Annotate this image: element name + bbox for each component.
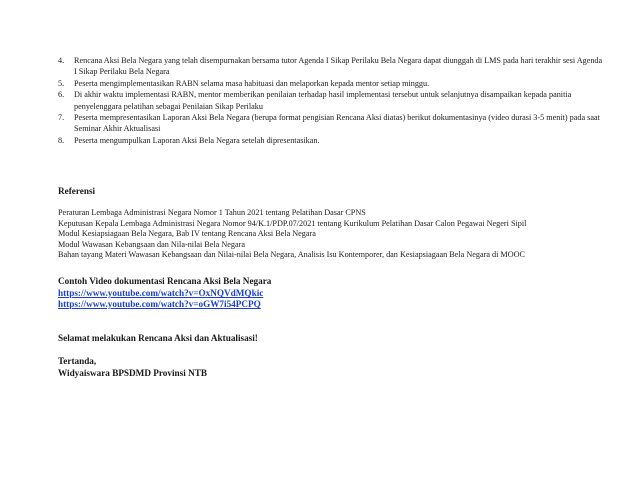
list-item xyxy=(58,78,603,89)
list-item xyxy=(58,135,603,146)
closing-message: Selamat melakukan Rencana Aksi dan Aktualisasi! xyxy=(58,333,258,343)
list-item-text: Rencana Aksi Bela Negara yang telah disempurnakan bersama tutor Agenda I Sikap Perilaku Bela Negara dapat diunggah di LMS pada hari terakhir sesi Agenda I Sikap Perilaku Bela Negara xyxy=(74,56,603,77)
list-item-number: 4. xyxy=(58,56,65,65)
list-item xyxy=(58,89,603,112)
signature-block xyxy=(58,356,207,380)
list-item-text: Peserta mempresentasikan Laporan Aksi Bela Negara (berupa format pengisian Rencana Aksi diatas) berikut dokumentasinya (video durasi 3-5 menit) pada saat Seminar Akhir Aktualisasi xyxy=(74,113,600,134)
list-item-number: 7. xyxy=(58,113,65,123)
list-item-number: 5. xyxy=(58,78,65,88)
reference-item: Keputusan Kepala Lembaga Administrasi Negara Nomor 94/K.1/PDP.07/2021 tentang Kurikulum Pelatihan Dasar Calon Pegawai Negeri Sipil xyxy=(58,218,527,228)
steps-list xyxy=(58,55,603,146)
video-link[interactable]: https://www.youtube.com/watch?v=OxNQVdMQkic xyxy=(58,288,264,298)
list-item-number: 8. xyxy=(58,135,65,145)
references-heading: Referensi xyxy=(58,186,96,196)
reference-item: Peraturan Lembaga Administrasi Negara Nomor 1 Tahun 2021 tentang Pelatihan Dasar CPNS xyxy=(58,208,366,217)
list-item-text: Peserta mengumpulkan Laporan Aksi Bela Negara setelah dipresentasikan. xyxy=(74,135,320,145)
list-item-number: 6. xyxy=(58,90,65,100)
reference-item: Bahan tayang Materi Wawasan Kebangsaan dan Nilai-nilai Bela Negara, Analisis Isu Kontemporer, dan Kesiapsiagaan Bela Negara di MOOC xyxy=(58,250,525,260)
signature-line: Tertanda, xyxy=(58,356,97,366)
video-section-title: Contoh Video dokumentasi Rencana Aksi Bela Negara xyxy=(58,276,272,286)
references-list xyxy=(58,208,618,261)
reference-item: Modul Wawasan Kebangsaan dan Nila-nilai Bela Negara xyxy=(58,239,245,249)
video-link[interactable]: https://www.youtube.com/watch?v=oGW7i54PCPQ xyxy=(58,299,261,309)
list-item xyxy=(58,55,603,78)
reference-item: Modul Kesiapsiagaan Bela Negara, Bab IV tentang Rencana Aksi Bela Negara xyxy=(58,229,316,239)
signature-line: Widyaiswara BPSDMD Provinsi NTB xyxy=(58,367,207,378)
list-item-text: Di akhir waktu implementasi RABN, mentor memberikan penilaian terhadap hasil implementasi tersebut untuk selanjutnya disampaikan kepada panitia penyelenggara pelatihan sebagai Penilaian Sikap Perilaku xyxy=(74,90,572,111)
list-item xyxy=(58,112,603,135)
list-item-text: Peserta mengimplementasikan RABN selama masa habituasi dan melaporkan kepada mentor setiap minggu. xyxy=(74,78,430,88)
